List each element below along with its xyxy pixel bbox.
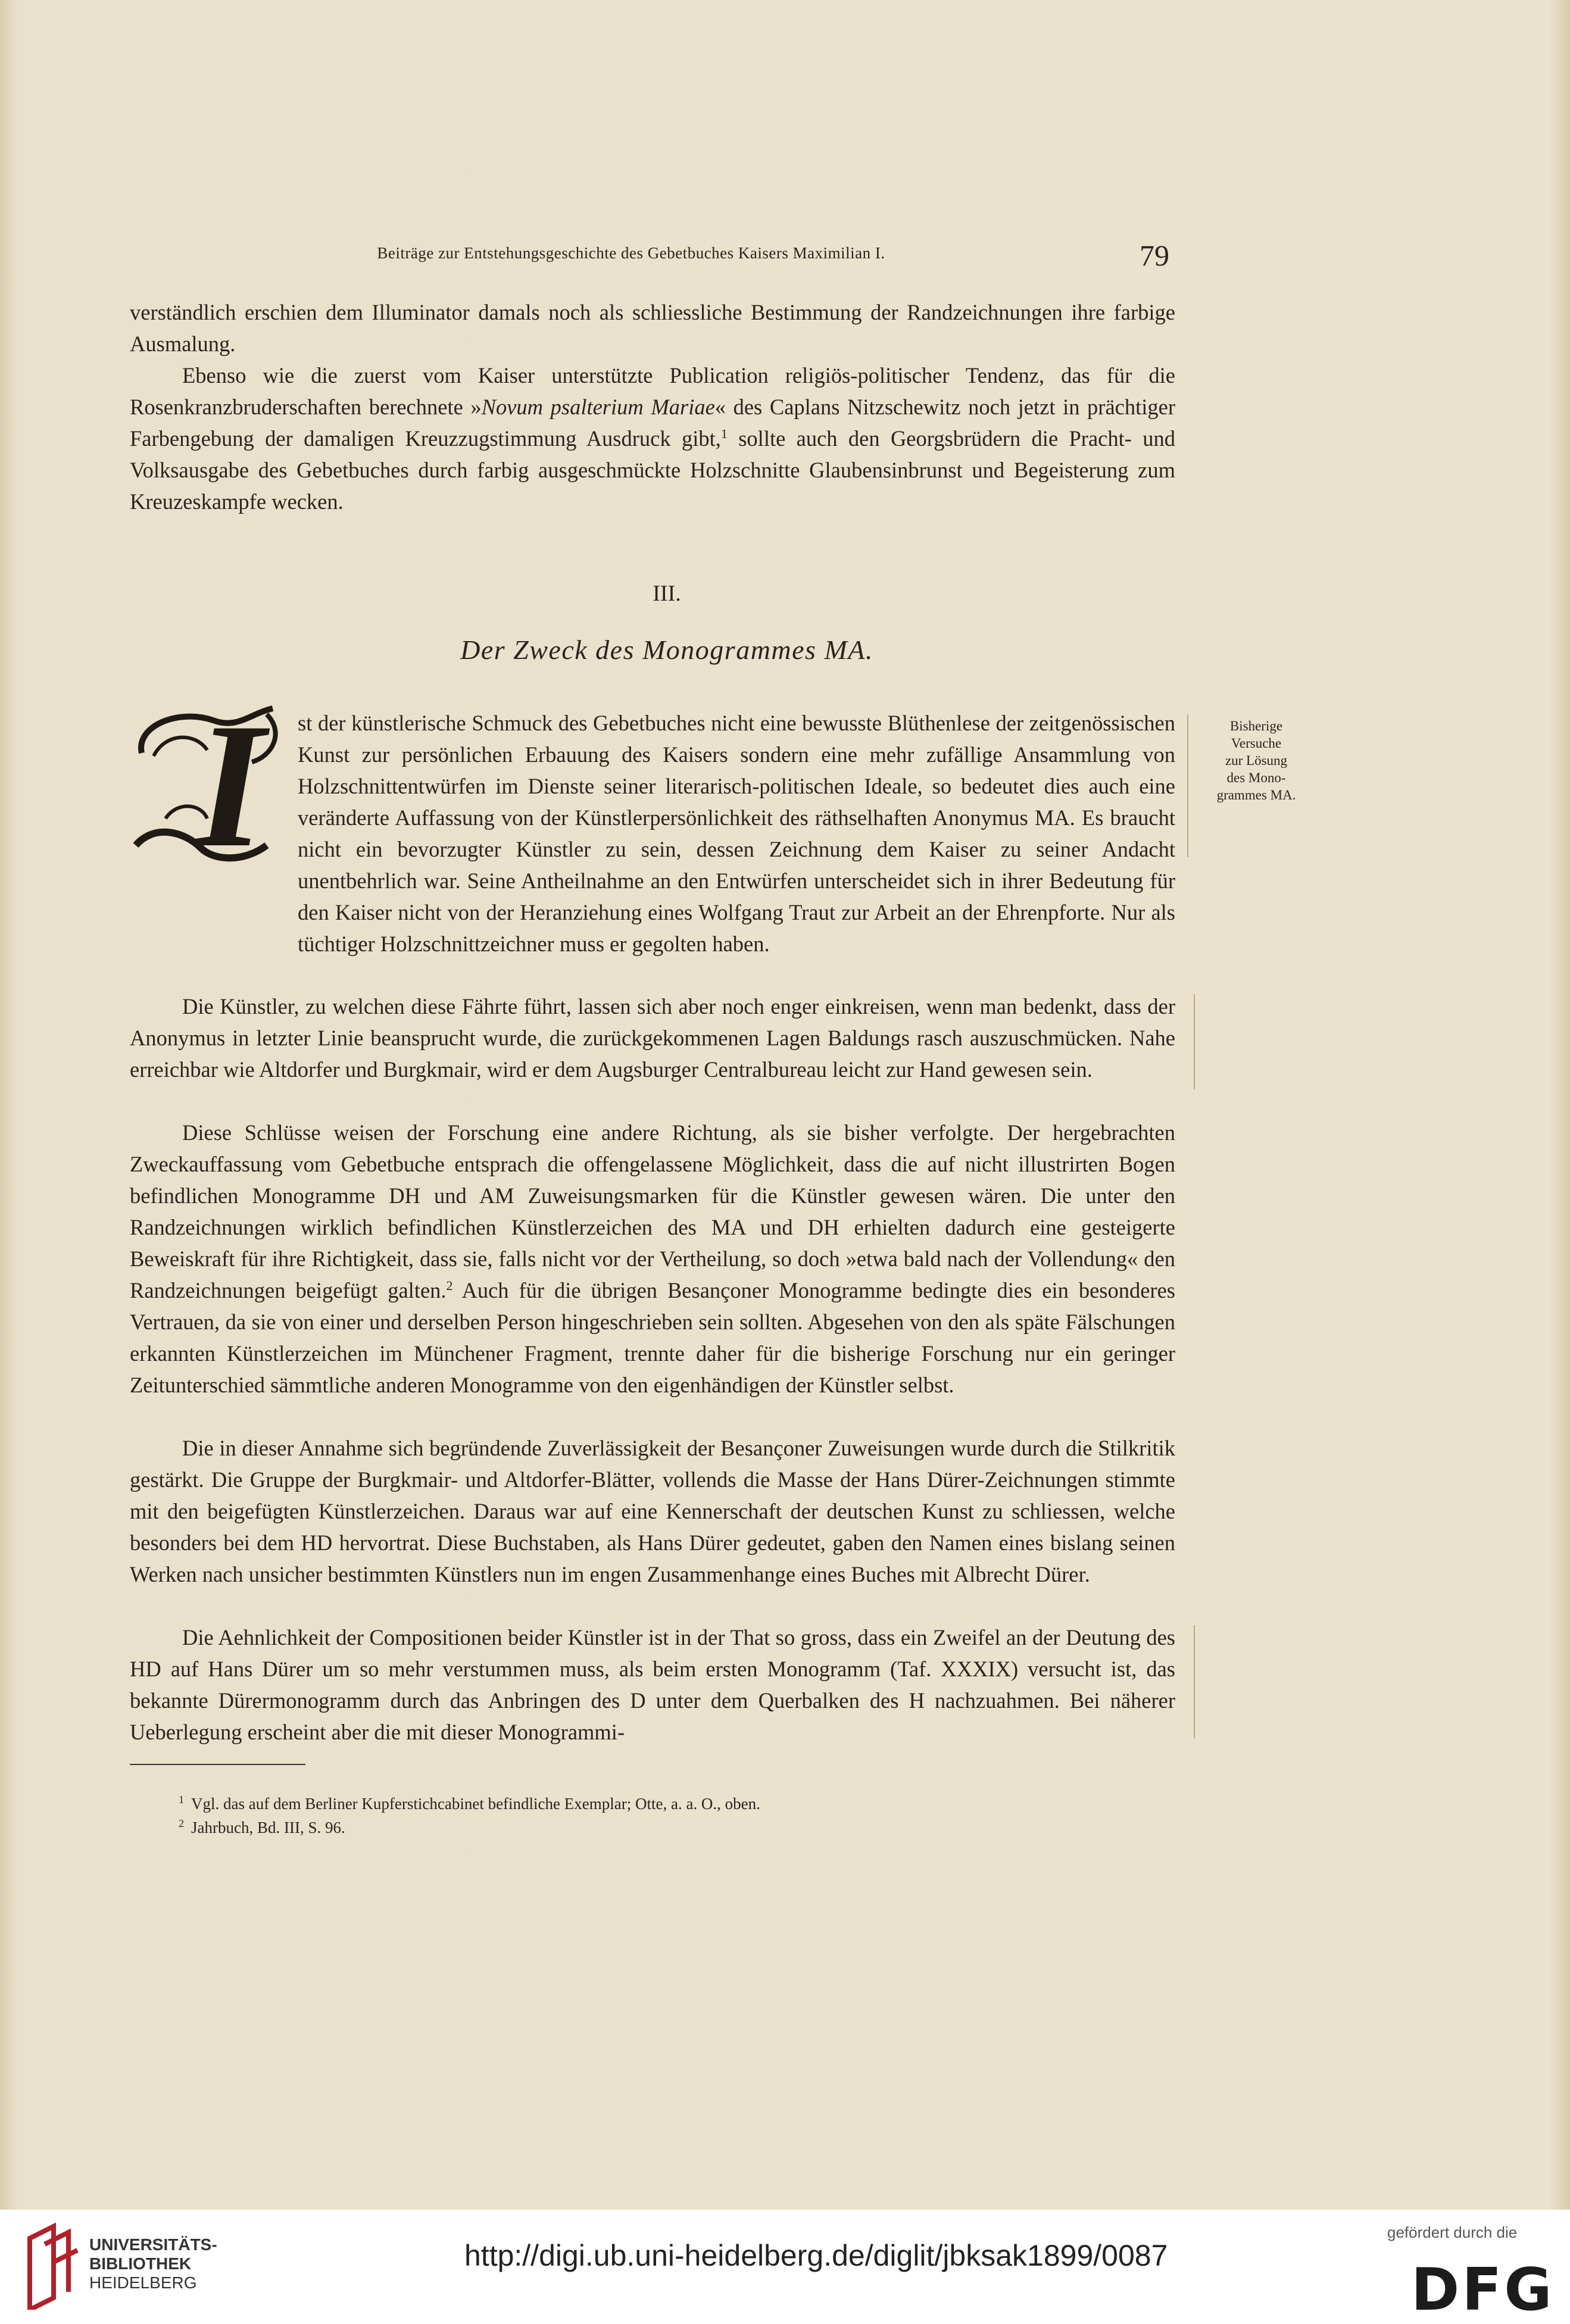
library-name: [89, 2235, 217, 2292]
paragraph-6-text: Die in dieser Annahme sich begründende Zuverlässigkeit der Besançoner Zuweisungen wurde durch die Stilkritik gestärkt. Die Gruppe der Burgkmair- und Altdorfer-Blätter, vollends die Masse der Hans Dürer-Zeichnungen stimmte mit den beigefügten Künstlerzeichen. Daraus war auf eine Kennerschaft der deutschen Kunst zu schliessen, welche besonders bei dem HD hervortrat. Diese Buchstaben, als Hans Dürer gedeutet, gaben den Namen eines bislang seinen Werken nach unsicher bestimmten Künstlers nun im engen Zusammenhange eines Buches mit Albrecht Dürer.: [130, 1436, 1175, 1586]
margin-note-line: Versuche: [1231, 736, 1282, 751]
margin-rule: [1194, 994, 1195, 1089]
paragraph-6: [130, 1432, 1175, 1590]
dfg-logo: DFG: [1411, 2256, 1555, 2324]
footnote-text: Vgl. das auf dem Berliner Kupferstichcabinet befindliche Exemplar; Otte, a. a. O., oben.: [191, 1795, 760, 1813]
library-line: BIBLIOTHEK: [89, 2254, 192, 2273]
funding-note: gefördert durch die: [1387, 2223, 1518, 2241]
footnote-2: [179, 1813, 345, 1838]
margin-note-line: grammes MA.: [1216, 788, 1296, 802]
drop-initial-letter: I: [195, 696, 265, 875]
footnote-mark: 2: [179, 1817, 184, 1829]
paragraph-2: [130, 360, 1175, 517]
paragraph-2-italic: Novum psalterium Mariae: [481, 395, 715, 419]
permalink-url[interactable]: http://digi.ub.uni-heidelberg.de/diglit/jbksak1899/0087: [464, 2239, 1168, 2272]
paragraph-3-text: st der künstlerische Schmuck des Gebetbuches nicht eine bewusste Blüthenlese der zeitgenössischen Kunst zur persönlichen Erbauung des Kaisers sondern eine mehr zufällige Ansammlung von Holzschnittentwürfen im Dienste seiner literarisch-politischen Ideale, so bedeutet dies auch eine veränderte Auffassung von der Künstlerpersönlichkeit des räthselhaften Anonymus MA. Es braucht nicht ein bevorzugter Künstler zu sein, dessen Zeichnung dem Kaiser zu seiner Andacht unentbehrlich war. Seine Antheilnahme an den Entwürfen unterscheidet sich in ihrer Bedeutung für den Kaiser nicht von der Heranziehung eines Wolfgang Traut zur Arbeit an der Ehrenpforte. Nur als tüchtiger Holzschnittzeichner muss er gegolten haben.: [298, 711, 1175, 956]
margin-rule: [1194, 1625, 1195, 1738]
drop-initial-ornament: [130, 696, 302, 875]
section-number: III.: [653, 581, 681, 606]
paragraph-1-text: verständlich erschien dem Illuminator damals noch als schliessliche Bestimmung der Randzeichnungen ihre farbige Ausmalung.: [130, 300, 1175, 356]
paragraph-3: [298, 707, 1175, 960]
paragraph-7-text: Die Aehnlichkeit der Compositionen beider Künstler ist in der That so gross, dass ein Zweifel an der Deutung des HD auf Hans Dürer um so mehr verstummen muss, als beim ersten Monogramm (Taf. XXXIX) versucht ist, das bekannte Dürermonogramm durch das Anbringen des D unter dem Querbalken des H nachzuahmen. Bei näherer Ueberlegung erscheint aber die mit dieser Monogrammi-: [130, 1625, 1175, 1744]
paragraph-4: [130, 991, 1175, 1085]
running-head: Beiträge zur Entstehungsgeschichte des Gebetbuches Kaisers Maximilian I.: [377, 244, 885, 262]
footnote-text: Jahrbuch, Bd. III, S. 96.: [191, 1819, 345, 1836]
footnote-1: [179, 1789, 760, 1814]
library-logo-icon: [18, 2220, 83, 2310]
paragraph-5-text-a: Diese Schlüsse weisen der Forschung eine andere Richtung, als sie bisher verfolgte. Der hergebrachten Zweckauffassung vom Gebetbuche entsprach die offengelassene Möglichkeit, dass die auf nicht illustrirten Bogen befindlichen Monogramme DH und AM Zuweisungsmarken für die Künstler gewesen wären. Die unter den Randzeichnungen wirklich befindlichen Künstlerzeichen des MA und DH erhielten dadurch eine gesteigerte Beweiskraft für ihre Richtigkeit, dass sie, falls nicht vor der Vertheilung, so doch »etwa bald nach der Vollendung« den Randzeichnungen beigefügt galten.: [130, 1120, 1175, 1302]
margin-note-line: Bisherige: [1229, 719, 1283, 733]
footnote-divider: [130, 1764, 305, 1765]
library-line: UNIVERSITÄTS-: [89, 2235, 217, 2254]
library-line: HEIDELBERG: [89, 2273, 197, 2292]
margin-note-line: des Mono-: [1226, 770, 1286, 785]
paragraph-5: [130, 1117, 1175, 1401]
footnote-ref-2[interactable]: 2: [446, 1277, 453, 1293]
footnote-ref-1[interactable]: 1: [720, 426, 728, 441]
margin-note-line: zur Lösung: [1225, 753, 1288, 768]
paragraph-5-text-b: Auch für die übrigen Besançoner Monogramme bedingte dies ein besonderes Vertrauen, da sie von einer und derselben Person hingeschrieben sein sollten. Abgesehen von den als späte Fälschungen erkannten Künstlerzeichen im Münchener Fragment, trennte daher für die bisherige Forschung nur ein geringer Zeitunterschied sämmtliche anderen Monogramme von den eigenhändigen der Künstler selbst.: [130, 1278, 1175, 1397]
paragraph-2-text-a: Ebenso wie die zuerst vom Kaiser unterstützte Publication religiös-politischer Tendenz, das für die Rosenkranzbruderschaften berechnete »: [130, 363, 1175, 419]
paragraph-7: [130, 1622, 1175, 1748]
paragraph-2-text-c: sollte auch den Georgsbrüdern die Pracht- und Volksausgabe des Gebetbuches durch farbig ausgeschmückte Holzschnitte Glaubensinbrunst und Begeisterung zum Kreuzeskampfe wecken.: [130, 426, 1175, 514]
paragraph-4-text: Die Künstler, zu welchen diese Fährte führt, lassen sich aber noch enger einkreisen, wenn man bedenkt, dass der Anonymus in letzter Linie beansprucht wurde, die zurückgekommenen Lagen Baldungs rasch auszuschmücken. Nahe erreichbar wie Altdorfer und Burgkmair, wird er dem Augsburger Centralbureau leicht zur Hand gewesen sein.: [130, 994, 1175, 1082]
paragraph-1: [130, 296, 1175, 360]
paragraph-2-text-b: « des Caplans Nitzschewitz noch jetzt in prächtiger Farbengebung der damaligen Kreuzzugstimmung Ausdruck gibt,: [130, 395, 1175, 451]
margin-note: [1197, 717, 1316, 804]
section-title: Der Zweck des Monogrammes MA.: [460, 635, 873, 665]
margin-rule: [1187, 714, 1188, 857]
page-number: 79: [1140, 239, 1169, 272]
footnote-mark: 1: [179, 1794, 184, 1806]
